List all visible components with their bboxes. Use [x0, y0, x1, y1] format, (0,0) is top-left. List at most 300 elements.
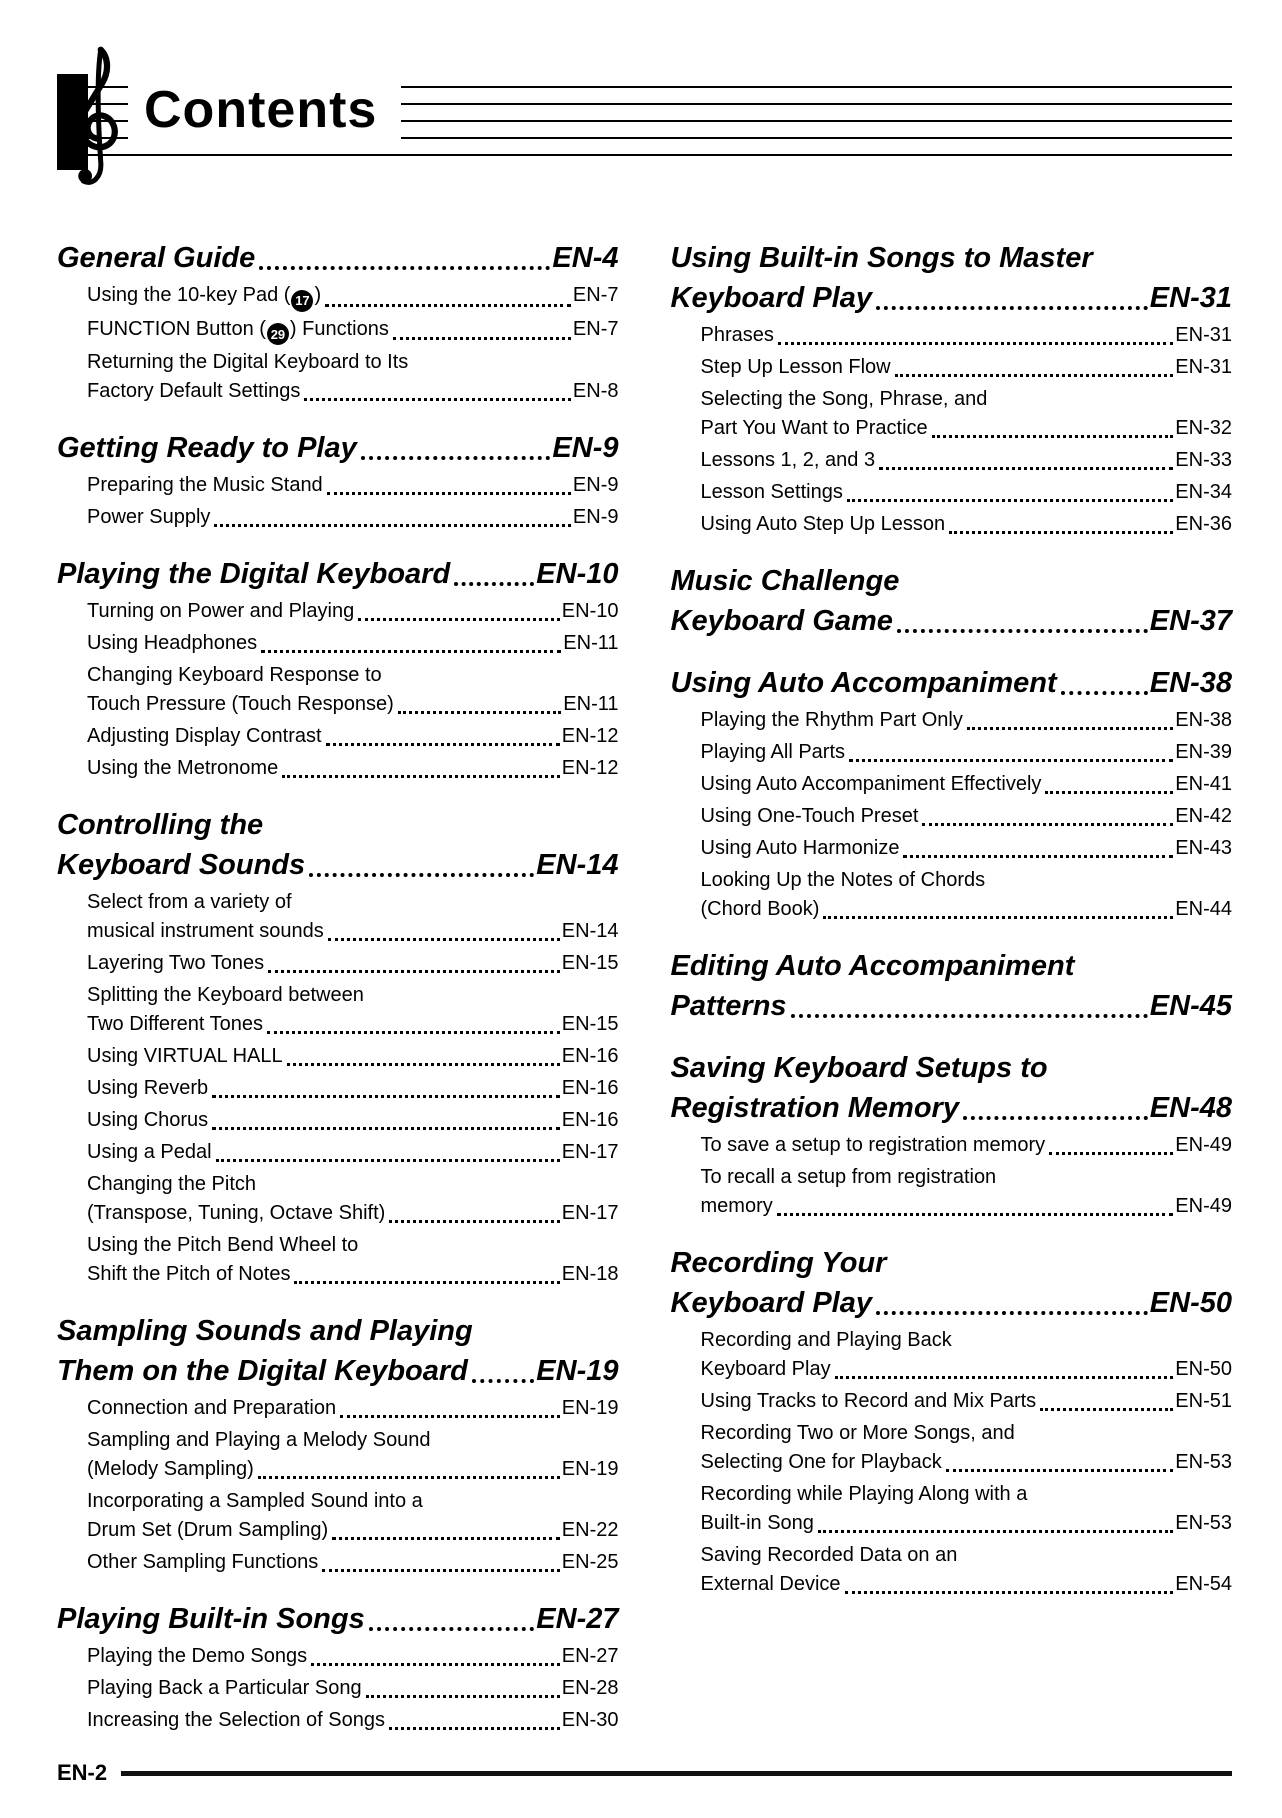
toc-page-number: EN-48	[1149, 1092, 1232, 1124]
dot-leader	[328, 938, 560, 941]
toc-entry-label: Playing Back a Particular Song	[87, 1677, 362, 1699]
toc-entry-label: Built-in Song	[700, 1512, 814, 1534]
toc-entry-row	[701, 802, 1233, 831]
dot-leader	[849, 759, 1173, 762]
toc-entry-row	[87, 949, 619, 978]
toc-entry	[671, 1326, 1233, 1384]
dot-leader	[879, 467, 1173, 470]
toc-page-number: EN-37	[1149, 605, 1232, 637]
toc-page-number: EN-9	[552, 432, 619, 464]
toc-entry-row	[87, 471, 619, 500]
toc-entry	[57, 981, 619, 1039]
toc-page-number: EN-17	[561, 1202, 619, 1224]
toc-section-title-row	[57, 1599, 619, 1639]
toc-entry	[671, 802, 1233, 831]
toc-entry	[57, 1674, 619, 1703]
toc-page-number: EN-38	[1175, 709, 1232, 731]
toc-section-title-row	[671, 601, 1233, 641]
toc-section	[671, 238, 1233, 539]
dot-leader	[949, 531, 1173, 534]
toc-section-title: Using Auto Accompaniment	[670, 667, 1057, 699]
toc-entry	[671, 1419, 1233, 1477]
toc-page-number: EN-31	[1149, 282, 1232, 314]
toc-entry-line: Sampling and Playing a Melody Sound	[87, 1429, 431, 1451]
toc-section-title-line: Controlling the	[57, 809, 264, 841]
toc-section-title: Them on the Digital Keyboard	[57, 1355, 468, 1387]
dot-leader	[212, 1095, 560, 1098]
dot-leader	[845, 1591, 1174, 1594]
toc-page-number: EN-51	[1175, 1390, 1232, 1412]
toc-page-number: EN-16	[561, 1077, 619, 1099]
toc-entry-row	[701, 510, 1233, 539]
dot-leader	[332, 1537, 560, 1540]
toc-entry-row	[87, 1074, 619, 1103]
toc-entry	[671, 1131, 1233, 1160]
toc-section-title-row	[671, 663, 1233, 703]
toc-entry-label: Using the Metronome	[87, 757, 279, 779]
toc-section	[57, 428, 619, 532]
page-header	[0, 0, 1282, 210]
toc-page-number: EN-43	[1175, 837, 1232, 859]
toc-section-title-row	[57, 428, 619, 468]
toc-entry	[57, 1426, 619, 1484]
toc-entry-label: Using a Pedal	[87, 1141, 212, 1163]
toc-section-title-line: Editing Auto Accompaniment	[670, 950, 1075, 982]
toc-page-number: EN-8	[572, 380, 619, 402]
toc-entry	[57, 471, 619, 500]
dot-leader	[389, 1220, 560, 1223]
toc-entry-label: Using Headphones	[87, 632, 258, 654]
toc-entry-label: Drum Set (Drum Sampling)	[87, 1519, 329, 1541]
page-number: EN-2	[57, 1760, 108, 1785]
dot-leader	[389, 1727, 560, 1730]
dot-leader	[287, 1063, 560, 1066]
toc-entry-row	[701, 706, 1233, 735]
toc-page-number: EN-19	[536, 1355, 619, 1387]
toc-entry-label: Using Chorus	[87, 1109, 209, 1131]
toc-entry-label: Using Reverb	[87, 1077, 209, 1099]
toc-section-title: General Guide	[57, 242, 256, 274]
toc-entry-line: Splitting the Keyboard between	[87, 984, 364, 1006]
dot-leader	[258, 1476, 560, 1479]
toc-section-title-row	[57, 845, 619, 885]
toc-entry	[671, 706, 1233, 735]
toc-page-number: EN-9	[572, 474, 619, 496]
toc-page-number: EN-50	[1175, 1358, 1232, 1380]
toc-entry-line: Incorporating a Sampled Sound into a	[87, 1490, 423, 1512]
toc-entry-label: Connection and Preparation	[87, 1397, 337, 1419]
toc-section-title: Registration Memory	[670, 1092, 959, 1124]
toc-entry-label: Using Auto Step Up Lesson	[700, 513, 946, 535]
toc-page-number: EN-31	[1175, 356, 1232, 378]
toc-section	[671, 946, 1233, 1026]
dot-leader	[1045, 791, 1173, 794]
toc-entry-row	[87, 1042, 619, 1071]
toc-entry	[671, 1541, 1233, 1599]
toc-section-title: Keyboard Sounds	[57, 849, 306, 881]
dot-leader	[327, 492, 571, 495]
toc-page-number: EN-36	[1175, 513, 1232, 535]
toc-entry-row	[87, 1138, 619, 1167]
toc-entry-row	[701, 321, 1233, 350]
dot-leader	[922, 823, 1173, 826]
toc-entry	[57, 888, 619, 946]
toc-entry-label: Lessons 1, 2, and 3	[700, 449, 876, 471]
toc-page-number: EN-25	[561, 1551, 619, 1573]
dot-leader	[393, 337, 571, 340]
dot-leader	[963, 1116, 1148, 1120]
toc-entry	[671, 321, 1233, 350]
dot-leader	[454, 582, 534, 586]
toc-entry-row	[87, 1260, 619, 1289]
toc-column-left	[57, 238, 619, 1735]
dot-leader	[259, 266, 550, 270]
toc-entry-row	[701, 446, 1233, 475]
toc-entry-label: Phrases	[700, 324, 774, 346]
toc-section	[671, 1243, 1233, 1599]
toc-page-number: EN-4	[552, 242, 619, 274]
toc-entry	[671, 770, 1233, 799]
toc-entry	[57, 1394, 619, 1423]
toc-entry	[57, 722, 619, 751]
dot-leader	[398, 711, 561, 714]
toc-page-number: EN-19	[561, 1458, 619, 1480]
circled-number-badge: 17	[291, 290, 313, 312]
toc-page-number: EN-44	[1175, 898, 1232, 920]
toc-entry	[57, 1706, 619, 1735]
toc-section-title-row	[671, 986, 1233, 1026]
dot-leader	[361, 456, 551, 460]
toc-section	[671, 663, 1233, 924]
dot-leader	[932, 435, 1174, 438]
toc-entry-label: FUNCTION Button ( 29 ) Functions	[87, 315, 389, 346]
toc-entry	[57, 1548, 619, 1577]
toc-entry	[57, 1138, 619, 1167]
toc-entry-row	[87, 1199, 619, 1228]
toc-page-number: EN-31	[1175, 324, 1232, 346]
dot-leader	[1061, 691, 1148, 695]
dot-leader	[261, 650, 561, 653]
toc-entry-row	[87, 629, 619, 658]
dot-leader	[897, 629, 1148, 633]
toc-entry-label: Playing the Rhythm Part Only	[700, 709, 963, 731]
toc-entry-line: Changing the Pitch	[87, 1173, 257, 1195]
toc-section-title-line: Saving Keyboard Setups to	[670, 1052, 1048, 1084]
toc-entry-line: Using the Pitch Bend Wheel to	[87, 1234, 359, 1256]
toc-page-number: EN-10	[561, 600, 619, 622]
toc-entry-label: Using Auto Accompaniment Effectively	[700, 773, 1042, 795]
toc-section-title: Keyboard Play	[670, 282, 872, 314]
dot-leader	[326, 743, 560, 746]
toc-page-number: EN-22	[561, 1519, 619, 1541]
toc-section	[671, 561, 1233, 641]
toc-entry	[57, 503, 619, 532]
toc-entry-label: Playing All Parts	[700, 741, 846, 763]
dot-leader	[340, 1415, 560, 1418]
footer-rule	[121, 1771, 1232, 1776]
toc-page-number: EN-18	[561, 1263, 619, 1285]
toc-entry-label: Keyboard Play	[700, 1358, 831, 1380]
toc-entry	[57, 1170, 619, 1228]
toc-entry	[671, 834, 1233, 863]
toc-entry	[57, 1106, 619, 1135]
toc-entry	[671, 385, 1233, 443]
toc-section-title-row	[671, 1088, 1233, 1128]
dot-leader	[366, 1695, 560, 1698]
toc-section-title-line: Sampling Sounds and Playing	[57, 1315, 473, 1347]
toc-page-number: EN-10	[536, 558, 619, 590]
toc-entry	[57, 754, 619, 783]
toc-entry-label: Touch Pressure (Touch Response)	[87, 693, 394, 715]
toc-page-number: EN-19	[561, 1397, 619, 1419]
toc-entry-row	[87, 1642, 619, 1671]
page-title: Contents	[128, 72, 401, 148]
toc-entry-row	[87, 503, 619, 532]
toc-page-number: EN-49	[1175, 1195, 1232, 1217]
toc-section-title: Patterns	[670, 990, 787, 1022]
toc-page-number: EN-12	[561, 757, 619, 779]
dot-leader	[214, 524, 571, 527]
toc-section	[57, 238, 619, 406]
toc-page-number: EN-28	[561, 1677, 619, 1699]
circled-number-badge: 29	[267, 323, 289, 345]
toc-page-number: EN-45	[1149, 990, 1232, 1022]
toc-section	[57, 805, 619, 1289]
toc-entry-line: Recording and Playing Back	[700, 1329, 952, 1351]
toc-entry	[671, 1163, 1233, 1221]
dot-leader	[311, 1663, 560, 1666]
toc-entry-label: Power Supply	[87, 506, 211, 528]
toc-entry-label: Using VIRTUAL HALL	[87, 1045, 283, 1067]
toc-column-right	[671, 238, 1233, 1735]
toc-entry	[57, 661, 619, 719]
toc-entry-row	[87, 1706, 619, 1735]
toc-entry	[671, 446, 1233, 475]
toc-entry-row	[701, 1131, 1233, 1160]
toc-page-number: EN-27	[536, 1603, 619, 1635]
toc-section	[57, 554, 619, 783]
dot-leader	[823, 916, 1173, 919]
toc-entry-line: Changing Keyboard Response to	[87, 664, 382, 686]
toc-section-title: Playing Built-in Songs	[57, 1603, 365, 1635]
toc-section-title-line: Recording Your	[670, 1247, 887, 1279]
toc-entry	[671, 1480, 1233, 1538]
toc-entry-label: To save a setup to registration memory	[700, 1134, 1046, 1156]
toc-page-number: EN-9	[572, 506, 619, 528]
toc-entry	[57, 315, 619, 346]
dot-leader	[282, 775, 560, 778]
toc-entry-line: Selecting the Song, Phrase, and	[700, 388, 988, 410]
toc-entry	[671, 478, 1233, 507]
toc-entry-label: Using the 10-key Pad ( 17 )	[87, 281, 321, 312]
toc-entry-label: Adjusting Display Contrast	[87, 725, 322, 747]
toc-entry-line: Looking Up the Notes of Chords	[700, 869, 986, 891]
toc-entry-row	[87, 1455, 619, 1484]
toc-page-number: EN-14	[561, 920, 619, 942]
toc-page-number: EN-30	[561, 1709, 619, 1731]
toc-entry-line: Saving Recorded Data on an	[700, 1544, 958, 1566]
toc-entry	[671, 738, 1233, 767]
toc-entry-row	[701, 478, 1233, 507]
toc-entry-row	[701, 1387, 1233, 1416]
page-footer	[57, 1760, 1232, 1786]
toc-entry-label: Shift the Pitch of Notes	[87, 1263, 291, 1285]
toc-entry-label: Part You Want to Practice	[700, 417, 928, 439]
dot-leader	[322, 1569, 560, 1572]
toc-page-number: EN-53	[1175, 1512, 1232, 1534]
toc-page-number: EN-15	[561, 952, 619, 974]
toc-page-number: EN-49	[1175, 1134, 1232, 1156]
toc-page-number: EN-41	[1175, 773, 1232, 795]
toc-entry-row	[701, 1570, 1233, 1599]
toc-page-number: EN-15	[561, 1013, 619, 1035]
toc-entry-row	[701, 895, 1233, 924]
toc-page-number: EN-14	[536, 849, 619, 881]
toc-entry-label: Two Different Tones	[87, 1013, 264, 1035]
dot-leader	[309, 873, 534, 877]
toc-entry-label: Using Auto Harmonize	[700, 837, 900, 859]
toc-entry-row	[701, 738, 1233, 767]
toc-page-number: EN-16	[561, 1109, 619, 1131]
toc-section-title-row	[671, 278, 1233, 318]
toc-entry	[57, 1642, 619, 1671]
dot-leader	[835, 1376, 1174, 1379]
toc-entry-row	[87, 1516, 619, 1545]
toc-entry-row	[87, 1548, 619, 1577]
dot-leader	[876, 306, 1148, 310]
toc-entry-row	[87, 1010, 619, 1039]
dot-leader	[369, 1627, 535, 1631]
toc-section-title: Playing the Digital Keyboard	[57, 558, 451, 590]
toc-entry-row	[701, 1192, 1233, 1221]
toc-entry-row	[87, 754, 619, 783]
dot-leader	[212, 1127, 560, 1130]
toc-entry-label: Using Tracks to Record and Mix Parts	[700, 1390, 1037, 1412]
dot-leader	[895, 374, 1174, 377]
toc-entry-label: (Chord Book)	[700, 898, 820, 920]
dot-leader	[876, 1311, 1148, 1315]
toc-entry-label: memory	[700, 1195, 773, 1217]
toc-page-number: EN-12	[561, 725, 619, 747]
toc-page-number: EN-38	[1149, 667, 1232, 699]
toc-page-number: EN-11	[563, 693, 619, 715]
toc-entry-label: Turning on Power and Playing	[87, 600, 355, 622]
toc-entry	[57, 1042, 619, 1071]
toc-section	[57, 1599, 619, 1735]
toc-entry-row	[701, 414, 1233, 443]
dot-leader	[778, 342, 1173, 345]
toc-entry-label: Step Up Lesson Flow	[700, 356, 891, 378]
toc-entry-row	[701, 770, 1233, 799]
toc-page-number: EN-11	[563, 632, 619, 654]
toc-entry	[671, 866, 1233, 924]
toc-entry-label: (Melody Sampling)	[87, 1458, 254, 1480]
dot-leader	[847, 499, 1173, 502]
toc-entry-line: Returning the Digital Keyboard to Its	[87, 351, 409, 373]
toc-page-number: EN-39	[1175, 741, 1232, 763]
dot-leader	[967, 727, 1173, 730]
dot-leader	[818, 1530, 1173, 1533]
toc-entry-line: Recording Two or More Songs, and	[700, 1422, 1015, 1444]
toc-entry	[57, 629, 619, 658]
toc-entry-row	[87, 1106, 619, 1135]
treble-clef-icon	[70, 46, 124, 196]
toc-entry-row	[701, 1509, 1233, 1538]
toc-entry-label: Selecting One for Playback	[700, 1451, 942, 1473]
toc-entry-row	[87, 917, 619, 946]
toc-entry-label: Playing the Demo Songs	[87, 1645, 308, 1667]
toc-page-number: EN-42	[1175, 805, 1232, 827]
dot-leader	[268, 970, 560, 973]
toc-page-number: EN-33	[1175, 449, 1232, 471]
toc-entry	[57, 949, 619, 978]
dot-leader	[903, 855, 1173, 858]
dot-leader	[946, 1469, 1174, 1472]
toc-entry-row	[87, 315, 619, 346]
toc-entry-row	[701, 1355, 1233, 1384]
toc-section-title-row	[57, 554, 619, 594]
toc-entry	[57, 1074, 619, 1103]
toc-entry	[671, 353, 1233, 382]
dot-leader	[1049, 1152, 1173, 1155]
toc-columns	[57, 238, 1232, 1735]
toc-entry-row	[87, 722, 619, 751]
toc-entry-row	[701, 1448, 1233, 1477]
dot-leader	[267, 1031, 560, 1034]
toc-entry-row	[701, 353, 1233, 382]
toc-page-number: EN-32	[1175, 417, 1232, 439]
toc-entry-label: Increasing the Selection of Songs	[87, 1709, 385, 1731]
toc-entry-row	[87, 377, 619, 406]
toc-page-number: EN-17	[561, 1141, 619, 1163]
toc-section-title: Getting Ready to Play	[57, 432, 357, 464]
dot-leader	[472, 1379, 534, 1383]
toc-entry-label: (Transpose, Tuning, Octave Shift)	[87, 1202, 386, 1224]
toc-section	[57, 1311, 619, 1577]
toc-section-title-row	[671, 1283, 1233, 1323]
toc-entry	[57, 597, 619, 626]
toc-page-number: EN-54	[1175, 1573, 1232, 1595]
toc-section-title-row	[57, 238, 619, 278]
toc-entry-label: Factory Default Settings	[87, 380, 301, 402]
toc-section-title-row	[57, 1351, 619, 1391]
toc-entry	[57, 348, 619, 406]
toc-page-number: EN-50	[1149, 1287, 1232, 1319]
toc-section-title-line: Using Built-in Songs to Master	[670, 242, 1093, 274]
toc-section-title-line: Music Challenge	[670, 565, 900, 597]
toc-entry-row	[87, 597, 619, 626]
toc-page-number: EN-7	[572, 317, 619, 340]
toc-entry	[57, 1487, 619, 1545]
dot-leader	[1040, 1408, 1173, 1411]
toc-entry	[671, 1387, 1233, 1416]
dot-leader	[294, 1281, 559, 1284]
toc-page-number: EN-34	[1175, 481, 1232, 503]
toc-entry-label: Preparing the Music Stand	[87, 474, 323, 496]
toc-entry-row	[701, 834, 1233, 863]
toc-entry-line: To recall a setup from registration	[700, 1166, 997, 1188]
toc-section-title: Keyboard Game	[670, 605, 893, 637]
toc-section-title: Keyboard Play	[670, 1287, 872, 1319]
toc-entry-row	[87, 281, 619, 312]
toc-section	[671, 1048, 1233, 1221]
toc-entry	[671, 510, 1233, 539]
toc-entry-label: Layering Two Tones	[87, 952, 265, 974]
toc-entry-row	[87, 690, 619, 719]
toc-entry-line: Select from a variety of	[87, 891, 292, 913]
dot-leader	[777, 1213, 1174, 1216]
toc-page-number: EN-7	[572, 284, 619, 306]
